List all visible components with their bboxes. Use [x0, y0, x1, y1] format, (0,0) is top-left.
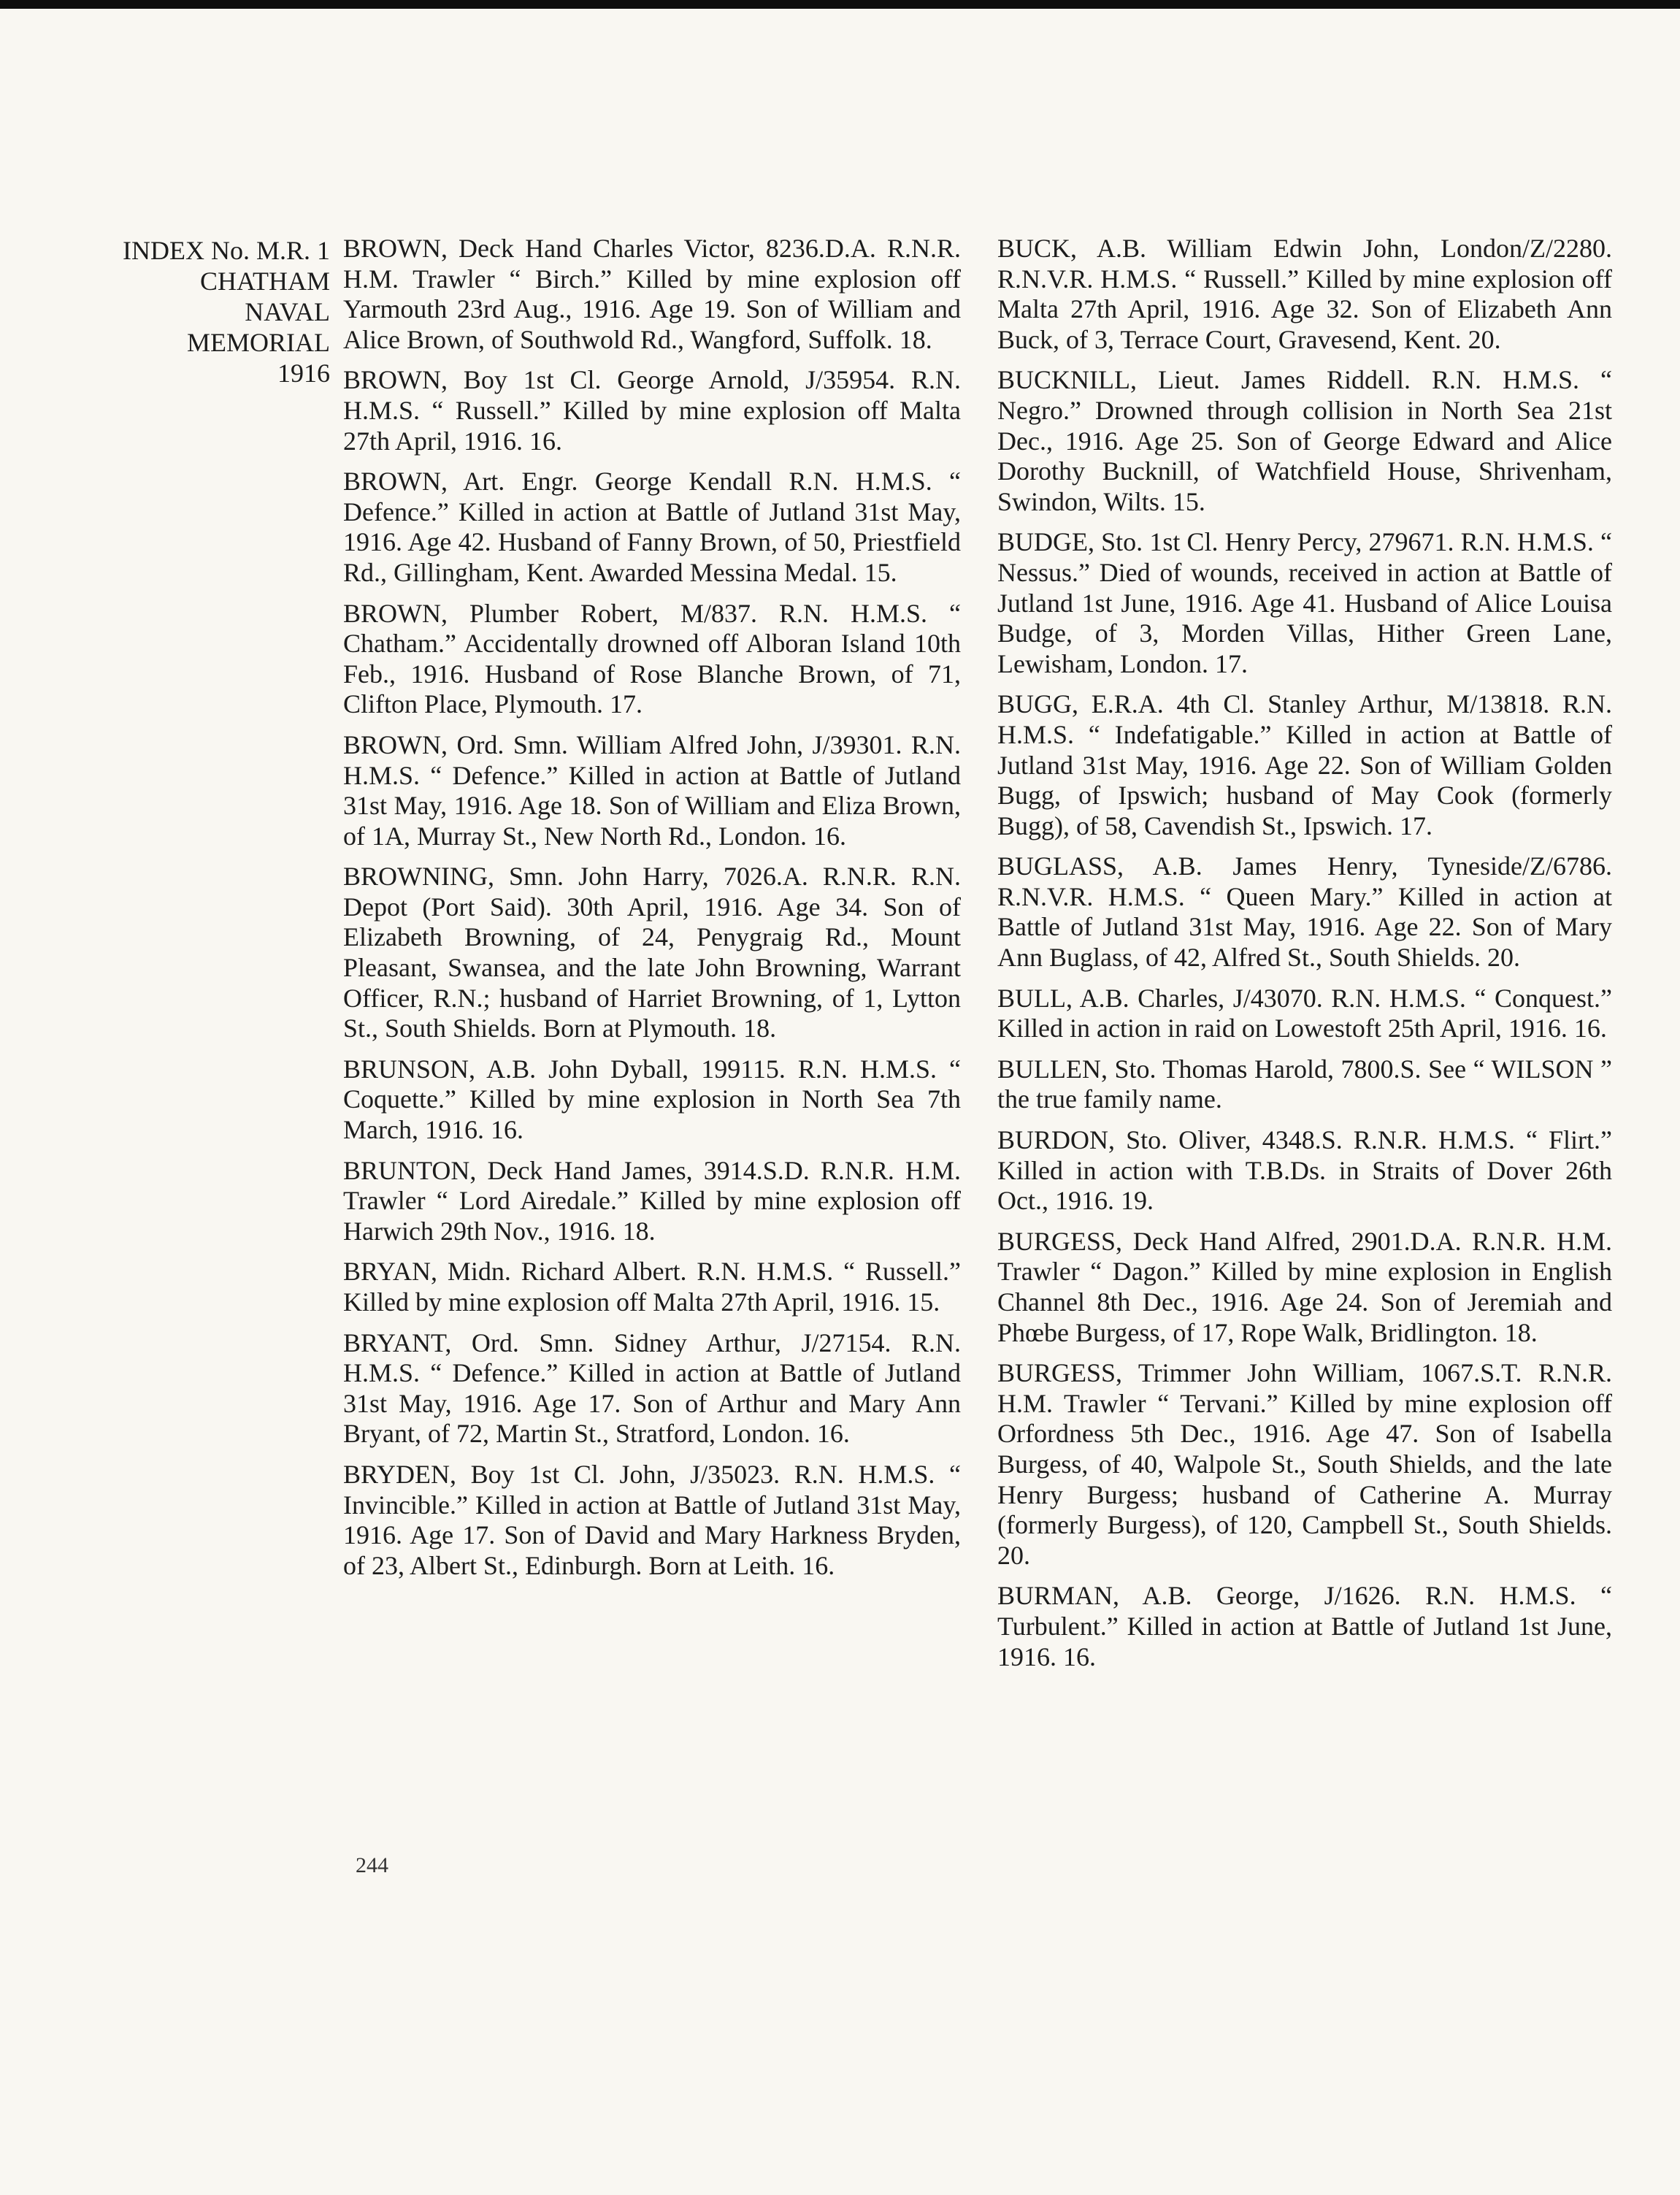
casualty-entry: BROWN, Plumber Robert, M/837. R.N. H.M.S. “ Chatham.” Accidentally drowned off Alboran Island 10th Feb., 1916. Husband of Rose Blanche Brown, of 71, Clifton Place, Plymouth. 17. — [343, 598, 961, 719]
casualty-entry: BURGESS, Trimmer John William, 1067.S.T. R.N.R. H.M. Trawler “ Tervani.” Killed by mine explosion off Orfordness 5th Dec., 1916. Age 47. Son of Isabella Burgess, of 40, Walpole St., South Shields, and the late Henry Burgess; husband of Catherine A. Murray (formerly Burgess), of 120, Campbell St., South Shields. 20. — [997, 1358, 1612, 1570]
casualty-entry: BUGG, E.R.A. 4th Cl. Stanley Arthur, M/13818. R.N. H.M.S. “ Indefatigable.” Killed in action at Battle of Jutland 31st May, 1916. Age 22. Son of William Golden Bugg, of Ipswich; husband of May Cook (formerly Bugg), of 58, Cavendish St., Ipswich. 17. — [997, 689, 1612, 840]
page-number: 244 — [356, 1853, 388, 1877]
casualty-entry: BURMAN, A.B. George, J/1626. R.N. H.M.S. “ Turbulent.” Killed in action at Battle of Jutland 1st June, 1916. 16. — [997, 1581, 1612, 1671]
casualty-entry: BRUNSON, A.B. John Dyball, 199115. R.N. H.M.S. “ Coquette.” Killed by mine explosion in North Sea 7th March, 1916. 16. — [343, 1054, 961, 1145]
casualty-entry: BRYANT, Ord. Smn. Sidney Arthur, J/27154. R.N. H.M.S. “ Defence.” Killed in action at Battle of Jutland 31st May, 1916. Age 17. Son of Arthur and Mary Ann Bryant, of 72, Martin St., Stratford, London. 16. — [343, 1328, 961, 1449]
scan-top-border — [0, 0, 1680, 9]
casualty-entry: BROWN, Art. Engr. George Kendall R.N. H.M.S. “ Defence.” Killed in action at Battle of Jutland 31st May, 1916. Age 42. Husband of Fanny Brown, of 50, Priestfield Rd., Gillingham, Kent. Awarded Messina Medal. 15. — [343, 467, 961, 587]
casualty-entry: BRYDEN, Boy 1st Cl. John, J/35023. R.N. H.M.S. “ Invincible.” Killed in action at Battle of Jutland 31st May, 1916. Age 17. Son of David and Mary Harkness Bryden, of 23, Albert St., Edinburgh. Born at Leith. 16. — [343, 1459, 961, 1580]
casualty-entry: BRYAN, Midn. Richard Albert. R.N. H.M.S. “ Russell.” Killed by mine explosion off Malta 27th April, 1916. 15. — [343, 1257, 961, 1317]
casualty-entry: BUDGE, Sto. 1st Cl. Henry Percy, 279671. R.N. H.M.S. “ Nessus.” Died of wounds, received in action at Battle of Jutland 1st June, 1916. Age 41. Husband of Alice Louisa Budge, of 3, Morden Villas, Hither Green Lane, Lewisham, London. 17. — [997, 527, 1612, 678]
casualty-entry: BRUNTON, Deck Hand James, 3914.S.D. R.N.R. H.M. Trawler “ Lord Airedale.” Killed by mine explosion off Harwich 29th Nov., 1916. 18. — [343, 1155, 961, 1246]
casualty-entry: BULLEN, Sto. Thomas Harold, 7800.S. See “ WILSON ” the true family name. — [997, 1054, 1612, 1114]
memorial-year: 1916 — [277, 359, 330, 388]
casualty-entry: BROWNING, Smn. John Harry, 7026.A. R.N.R. R.N. Depot (Port Said). 30th April, 1916. Age 34. Son of Elizabeth Browning, of 24, Penygraig Rd., Mount Pleasant, Swansea, and the late John Browning, Warrant Officer, R.N.; husband of Harriet Browning, of 1, Lytton St., South Shields. Born at Plymouth. 18. — [343, 862, 961, 1043]
left-column — [343, 234, 961, 1591]
casualty-entry: BUGLASS, A.B. James Henry, Tyneside/Z/6786. R.N.V.R. H.M.S. “ Queen Mary.” Killed in action at Battle of Jutland 31st May, 1916. Age 22. Son of Mary Ann Buglass, of 42, Alfred St., South Shields. 20. — [997, 851, 1612, 973]
casualty-entry: BUCK, A.B. William Edwin John, London/Z/2280. R.N.V.R. H.M.S. “ Russell.” Killed by mine explosion off Malta 27th April, 1916. Age 32. Son of Elizabeth Ann Buck, of 3, Terrace Court, Gravesend, Kent. 20. — [997, 234, 1612, 354]
casualty-entry: BURDON, Sto. Oliver, 4348.S. R.N.R. H.M.S. “ Flirt.” Killed in action with T.B.Ds. in Straits of Dover 26th Oct., 1916. 19. — [997, 1125, 1612, 1216]
casualty-entry: BURGESS, Deck Hand Alfred, 2901.D.A. R.N.R. H.M. Trawler “ Dagon.” Killed by mine explosion in English Channel 8th Dec., 1916. Age 24. Son of Jeremiah and Phœbe Burgess, of 17, Rope Walk, Bridlington. 18. — [997, 1226, 1612, 1347]
casualty-entry: BULL, A.B. Charles, J/43070. R.N. H.M.S. “ Conquest.” Killed in action in raid on Lowestoft 25th April, 1916. 16. — [997, 983, 1612, 1043]
casualty-entry: BROWN, Ord. Smn. William Alfred John, J/39301. R.N. H.M.S. “ Defence.” Killed in action at Battle of Jutland 31st May, 1916. Age 18. Son of William and Eliza Brown, of 1A, Murray St., New North Rd., London. 16. — [343, 729, 961, 851]
casualty-entry: BROWN, Boy 1st Cl. George Arnold, J/35954. R.N. H.M.S. “ Russell.” Killed by mine explosion off Malta 27th April, 1916. 16. — [343, 365, 961, 456]
memorial-name-line-3: MEMORIAL — [187, 328, 330, 357]
right-column — [997, 234, 1612, 1682]
index-heading — [44, 235, 330, 388]
index-number: INDEX No. M.R. 1 — [123, 236, 330, 265]
memorial-name-line-2: NAVAL — [245, 297, 330, 326]
casualty-entry: BROWN, Deck Hand Charles Victor, 8236.D.A. R.N.R. H.M. Trawler “ Birch.” Killed by mine explosion off Yarmouth 23rd Aug., 1916. Age 19. Son of William and Alice Brown, of Southwold Rd., Wangford, Suffolk. 18. — [343, 234, 961, 354]
casualty-entry: BUCKNILL, Lieut. James Riddell. R.N. H.M.S. “ Negro.” Drowned through collision in North Sea 21st Dec., 1916. Age 25. Son of George Edward and Alice Dorothy Bucknill, of Watchfield House, Shrivenham, Swindon, Wilts. 15. — [997, 365, 1612, 516]
memorial-name-line-1: CHATHAM — [199, 267, 330, 296]
